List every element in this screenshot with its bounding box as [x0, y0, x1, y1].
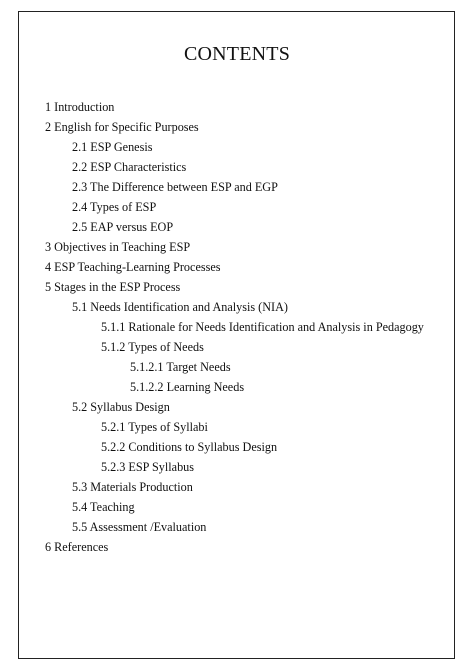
toc-entry: 2.1 ESP Genesis	[72, 140, 153, 154]
toc-entry: 5.2 Syllabus Design	[72, 400, 170, 414]
toc-entry: 5.2.2 Conditions to Syllabus Design	[101, 440, 278, 454]
toc-entry: 5.5 Assessment /Evaluation	[72, 520, 207, 534]
toc-entry: 2.4 Types of ESP	[72, 200, 157, 214]
toc-entry: 5.4 Teaching	[72, 500, 135, 514]
toc-entry: 5.1 Needs Identification and Analysis (NIA)	[72, 300, 288, 314]
toc-entry: 5.2.3 ESP Syllabus	[101, 460, 195, 474]
toc-entry: 5.1.2 Types of Needs	[101, 340, 204, 354]
toc-entry: 2 English for Specific Purposes	[45, 120, 199, 134]
toc-entry: 2.2 ESP Characteristics	[72, 160, 187, 174]
toc-entry: 5.1.2.2 Learning Needs	[130, 380, 245, 394]
toc-entry: 2.5 EAP versus EOP	[72, 220, 174, 234]
toc-entry: 5.1.1 Rationale for Needs Identification and Analysis in Pedagogy	[101, 320, 424, 334]
page-title: CONTENTS	[183, 43, 291, 65]
toc-entry: 2.3 The Difference between ESP and EGP	[72, 180, 278, 194]
toc-entry: 5.1.2.1 Target Needs	[130, 360, 231, 374]
toc-entry: 5.2.1 Types of Syllabi	[101, 420, 208, 434]
toc-entry: 5 Stages in the ESP Process	[45, 280, 181, 294]
toc-entry: 4 ESP Teaching-Learning Processes	[45, 260, 221, 274]
toc-entry: 6 References	[45, 540, 109, 554]
toc-entry: 3 Objectives in Teaching ESP	[45, 240, 191, 254]
toc-entry: 5.3 Materials Production	[72, 480, 193, 494]
toc-entry: 1 Introduction	[45, 100, 115, 114]
